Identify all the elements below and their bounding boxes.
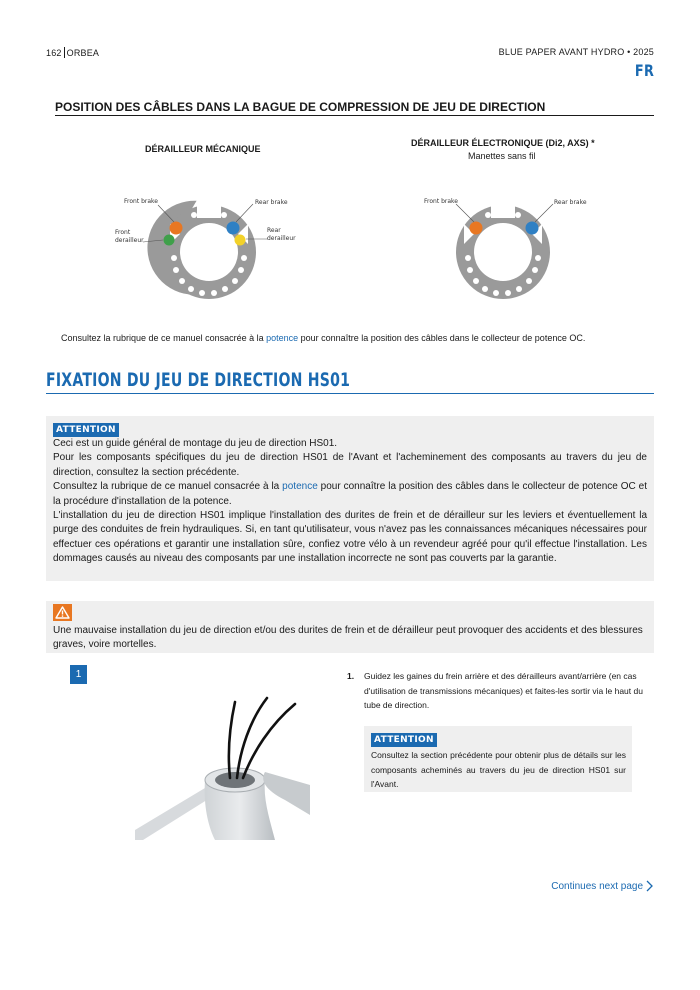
electronic-derailleur-title: DÉRAILLEUR ÉLECTRONIQUE (Di2, AXS) *	[411, 138, 595, 148]
document-title: BLUE PAPER AVANT HYDRO • 2025	[498, 47, 654, 57]
attention-line-3	[53, 480, 647, 509]
step-attention-badge: ATTENTION	[371, 733, 437, 747]
compression-ring-electronic	[456, 202, 550, 299]
electronic-cable-diagram	[420, 190, 600, 310]
rear-derailleur-marker	[235, 235, 246, 246]
mechanical-derailleur-title: DÉRAILLEUR MÉCANIQUE	[145, 144, 261, 154]
rear-brake-marker-electronic	[526, 222, 539, 235]
steerer-tube-illustration	[135, 690, 315, 840]
section-title-rule	[46, 393, 654, 394]
attention-potence-link[interactable]: potence	[282, 481, 318, 493]
step-attention-panel	[364, 726, 632, 792]
electronic-derailleur-subtitle: Manettes sans fil	[468, 151, 536, 161]
label-rear-brake-electronic: Rear brake	[554, 199, 587, 206]
attention-line-3-after: pour connaître la position des câbles dans le collecteur de potence OC et la procédure d'installation de la potence.	[53, 481, 647, 507]
warning-icon	[53, 604, 72, 621]
section-divider	[55, 115, 654, 116]
language-tag: FR	[634, 61, 654, 80]
cable-3	[243, 704, 295, 778]
attention-line-2: Pour les composants spécifiques du jeu de direction HS01 de l'Avant et l'acheminement des composants au travers du jeu de direction, consultez la section précédente.	[53, 452, 647, 478]
attention-panel	[46, 416, 654, 581]
brand-name: ORBEA	[66, 48, 100, 58]
label-front-brake: Front brake	[124, 198, 158, 205]
continue-next-page-link[interactable]	[551, 880, 654, 892]
label-front-brake-electronic: Front brake	[424, 198, 458, 205]
label-rear-brake: Rear brake	[255, 199, 288, 206]
header-divider	[64, 47, 65, 58]
cable-1	[229, 702, 235, 778]
chevron-right-icon	[646, 880, 654, 892]
attention-badge: ATTENTION	[53, 423, 119, 437]
front-brake-marker-electronic	[470, 222, 483, 235]
attention-line-4: L'installation du jeu de direction HS01 implique l'installation des durites de frein et de dérailleur sur les leviers et éventuellement la purge des conduites de frein hydrauliques. Si, en tant qu'utilisateur, vous n'avez pas les connaissances mécaniques nécessaires pour effectuer ces opérations et garantir une installation sûre, confiez votre vélo à un revendeur agréé pour qu'il effectue l'installation. Les dommages causés au niveau des composants par une installation incorrecte ne sont pas couverts par la garantie.	[53, 510, 647, 565]
section-title-cable-position: POSITION DES CÂBLES DANS LA BAGUE DE COMPRESSION DE JEU DE DIRECTION	[55, 100, 546, 114]
potence-link[interactable]: potence	[266, 333, 299, 343]
page-number: 162	[46, 48, 62, 58]
figure-number-badge: 1	[70, 665, 87, 684]
step-number: 1.	[347, 671, 355, 681]
section-title-headset-fixing: FIXATION DU JEU DE DIRECTION HS01	[46, 369, 351, 391]
front-derailleur-marker	[164, 235, 175, 246]
compression-ring-mechanical	[147, 201, 256, 299]
attention-body	[53, 437, 647, 567]
mechanical-cable-diagram	[110, 190, 310, 310]
continue-label: Continues next page	[551, 880, 643, 892]
note-text-before: Consultez la rubrique de ce manuel consacrée à la	[61, 333, 267, 343]
front-brake-marker	[170, 222, 183, 235]
rear-brake-marker	[227, 222, 240, 235]
page-header-left	[46, 47, 99, 58]
note-text-after: pour connaître la position des câbles dans le collecteur de potence OC.	[298, 333, 586, 343]
step-1-instruction	[347, 669, 650, 713]
label-rear-derailleur: Rear derailleur	[267, 227, 296, 242]
step-text: Guidez les gaines du frein arrière et des dérailleurs avant/arrière (en cas d'utilisation de transmissions mécaniques) et faites-les sortir via le haut du tube de direction.	[364, 671, 643, 710]
stem-reference-note	[61, 333, 585, 343]
attention-line-3-before: Consultez la rubrique de ce manuel consacrée à la	[53, 481, 283, 493]
warning-panel	[46, 601, 654, 653]
attention-line-1: Ceci est un guide général de montage du jeu de direction HS01.	[53, 438, 338, 449]
step-attention-text: Consultez la section précédente pour obtenir plus de détails sur les composants acheminés au travers du jeu de direction HS01 sur l'Avant.	[371, 750, 626, 789]
label-front-derailleur: Front derailleur	[115, 229, 144, 244]
warning-text: Une mauvaise installation du jeu de direction et/ou des durites de frein et de dérailleur peut provoquer des accidents et des blessures graves, voire mortelles.	[53, 625, 643, 651]
